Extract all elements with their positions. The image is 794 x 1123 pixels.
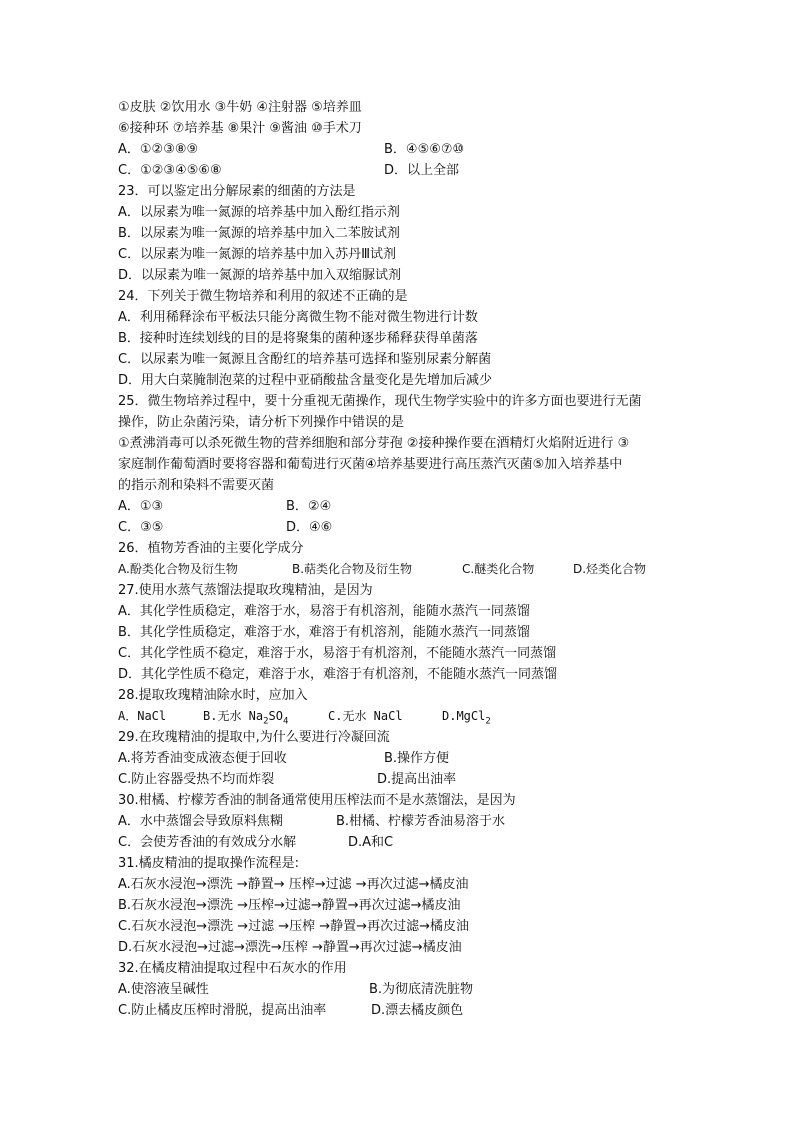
q28-options-row [118, 706, 678, 727]
q26-option-d: D.烃类化合物 [573, 562, 647, 576]
q24-stem: 24．下列关于微生物培养和利用的叙述不正确的是 [118, 289, 408, 304]
q26-options-row [118, 559, 678, 580]
exam-page [118, 97, 678, 1021]
q32-options-row-2 [118, 1000, 678, 1021]
q32-option-a: A.使溶液呈碱性 [118, 982, 209, 997]
q26-option-b: B.萜类化合物及衍生物 [292, 562, 413, 576]
q31-stem: 31.橘皮精油的提取操作流程是: [118, 856, 300, 871]
q27-option-c: C．其化学性质不稳定，难溶于水，易溶于有机溶剂，不能随水蒸汽一同蒸馏 [118, 646, 557, 661]
q29-options-row-2 [118, 769, 678, 790]
q28-stem: 28.提取玫瑰精油除水时，应加入 [118, 688, 308, 703]
q30-options-row-2 [118, 832, 678, 853]
q25-option-d: D．④⑥ [286, 520, 333, 535]
q30-option-d: D.A和C [348, 835, 394, 850]
q22-option-a: A．①②③⑧⑨ [118, 142, 199, 157]
q25-option-a: A．①③ [118, 499, 164, 514]
q25-stem-line-5: 的指示剂和染料不需要灭菌 [118, 478, 275, 493]
q22-items-line-1: ①皮肤 ②饮用水 ③牛奶 ④注射器 ⑤培养皿 [118, 100, 362, 115]
q23-option-d: D．以尿素为唯一氮源的培养基中加入双缩脲试剂 [118, 268, 402, 283]
q28-option-a: A．NaCl [118, 709, 167, 723]
q24-option-c: C．以尿素为唯一氮源且含酚红的培养基可选择和鉴别尿素分解菌 [118, 352, 492, 367]
q22-option-d: D．以上全部 [384, 163, 460, 178]
q28-option-c: C.无水 NaCl [328, 709, 403, 723]
q22-options-row-2 [118, 160, 678, 181]
q25-options-row-2 [118, 517, 678, 538]
q26-option-c: C.醚类化合物 [462, 562, 535, 576]
q30-option-a: A．水中蒸馏会导致原料焦糊 [118, 814, 283, 829]
q27-option-b: B．其化学性质稳定，难溶于水，难溶于有机溶剂，能随水蒸汽一同蒸馏 [118, 625, 530, 640]
q32-stem: 32.在橘皮精油提取过程中石灰水的作用 [118, 961, 347, 976]
q32-options-row-1 [118, 979, 678, 1000]
q26-stem: 26．植物芳香油的主要化学成分 [118, 541, 304, 556]
q28-option-b: B.无水 $Na_2SO_4$ [203, 709, 289, 727]
q29-option-d: D.提高出油率 [377, 772, 457, 787]
q29-option-a: A.将芳香油变成液态便于回收 [118, 751, 287, 766]
q29-option-b: B.操作方便 [384, 751, 450, 766]
q32-option-b: B.为彻底清洗脏物 [369, 982, 474, 997]
q25-option-b: B．②④ [286, 499, 332, 514]
q22-options-row-1 [118, 139, 678, 160]
q30-stem: 30.柑橘、柠檬芳香油的制备通常使用压榨法而不是水蒸馏法，是因为 [118, 793, 516, 808]
q25-options-row-1 [118, 496, 678, 517]
q27-option-d: D．其化学性质不稳定，难溶于水，难溶于有机溶剂，不能随水蒸汽一同蒸馏 [118, 667, 558, 682]
q24-option-b: B．接种时连续划线的目的是将聚集的菌种逐步稀释获得单菌落 [118, 331, 478, 346]
q30-option-b: B.柑橘、柠檬芳香油易溶于水 [336, 814, 506, 829]
q32-option-d: D.漂去橘皮颜色 [371, 1003, 464, 1018]
q25-stem-line-4: 家庭制作葡萄酒时要将容器和葡萄进行灭菌④培养基要进行高压蒸汽灭菌⑤加入培养基中 [118, 457, 623, 472]
q29-options-row-1 [118, 748, 678, 769]
q28-option-d: D.MgCl$_2$ [442, 709, 491, 727]
q25-stem-line-2: 操作，防止杂菌污染，请分析下列操作中错误的是 [118, 415, 405, 430]
q23-option-b: B．以尿素为唯一氮源的培养基中加入二苯胺试剂 [118, 226, 400, 241]
q27-option-a: A．其化学性质稳定，难溶于水，易溶于有机溶剂，能随水蒸汽一同蒸馏 [118, 604, 530, 619]
q24-option-a: A．利用稀释涂布平板法只能分离微生物不能对微生物进行计数 [118, 310, 478, 325]
q23-option-a: A．以尿素为唯一氮源的培养基中加入酚红指示剂 [118, 205, 400, 220]
q22-option-b: B．④⑤⑥⑦⑩ [384, 142, 465, 157]
q25-stem-line-3: ①煮沸消毒可以杀死微生物的营养细胞和部分芽孢 ②接种操作要在酒精灯火焰附近进行 ③ [118, 436, 630, 451]
q27-stem: 27.使用水蒸气蒸馏法提取玫瑰精油，是因为 [118, 583, 373, 598]
q31-option-a: A.石灰水浸泡→漂洗 →静置→ 压榨→过滤 →再次过滤→橘皮油 [118, 877, 469, 892]
q23-option-c: C．以尿素为唯一氮源的培养基中加入苏丹Ⅲ试剂 [118, 247, 397, 262]
q24-option-d: D．用大白菜腌制泡菜的过程中亚硝酸盐含量变化是先增加后减少 [118, 373, 493, 388]
q22-option-c: C．①②③④⑤⑥⑧ [118, 163, 222, 178]
q30-option-c: C．会使芳香油的有效成分水解 [118, 835, 297, 850]
q26-option-a: A.酚类化合物及衍生物 [118, 562, 238, 576]
q31-option-b: B.石灰水浸泡→漂洗 →压榨→过滤→静置→再次过滤→橘皮油 [118, 898, 461, 913]
q29-option-c: C.防止容器受热不均而炸裂 [118, 772, 275, 787]
q23-stem: 23．可以鉴定出分解尿素的细菌的方法是 [118, 184, 356, 199]
q25-stem-line-1: 25．微生物培养过程中，要十分重视无菌操作，现代生物学实验中的许多方面也要进行无菌 [118, 394, 642, 409]
q22-items-line-2: ⑥接种环 ⑦培养基 ⑧果汁 ⑨酱油 ⑩手术刀 [118, 121, 362, 136]
q31-option-c: C.石灰水浸泡→漂洗 →过滤 →压榨 →静置→再次过滤→橘皮油 [118, 919, 469, 934]
q30-options-row-1 [118, 811, 678, 832]
q32-option-c: C.防止橘皮压榨时滑脱，提高出油率 [118, 1003, 327, 1018]
q31-option-d: D.石灰水浸泡→过滤→漂洗→压榨 →静置→再次过滤→橘皮油 [118, 940, 462, 955]
q25-option-c: C．③⑤ [118, 520, 164, 535]
q29-stem: 29.在玫瑰精油的提取中,为什么要进行冷凝回流 [118, 730, 390, 745]
